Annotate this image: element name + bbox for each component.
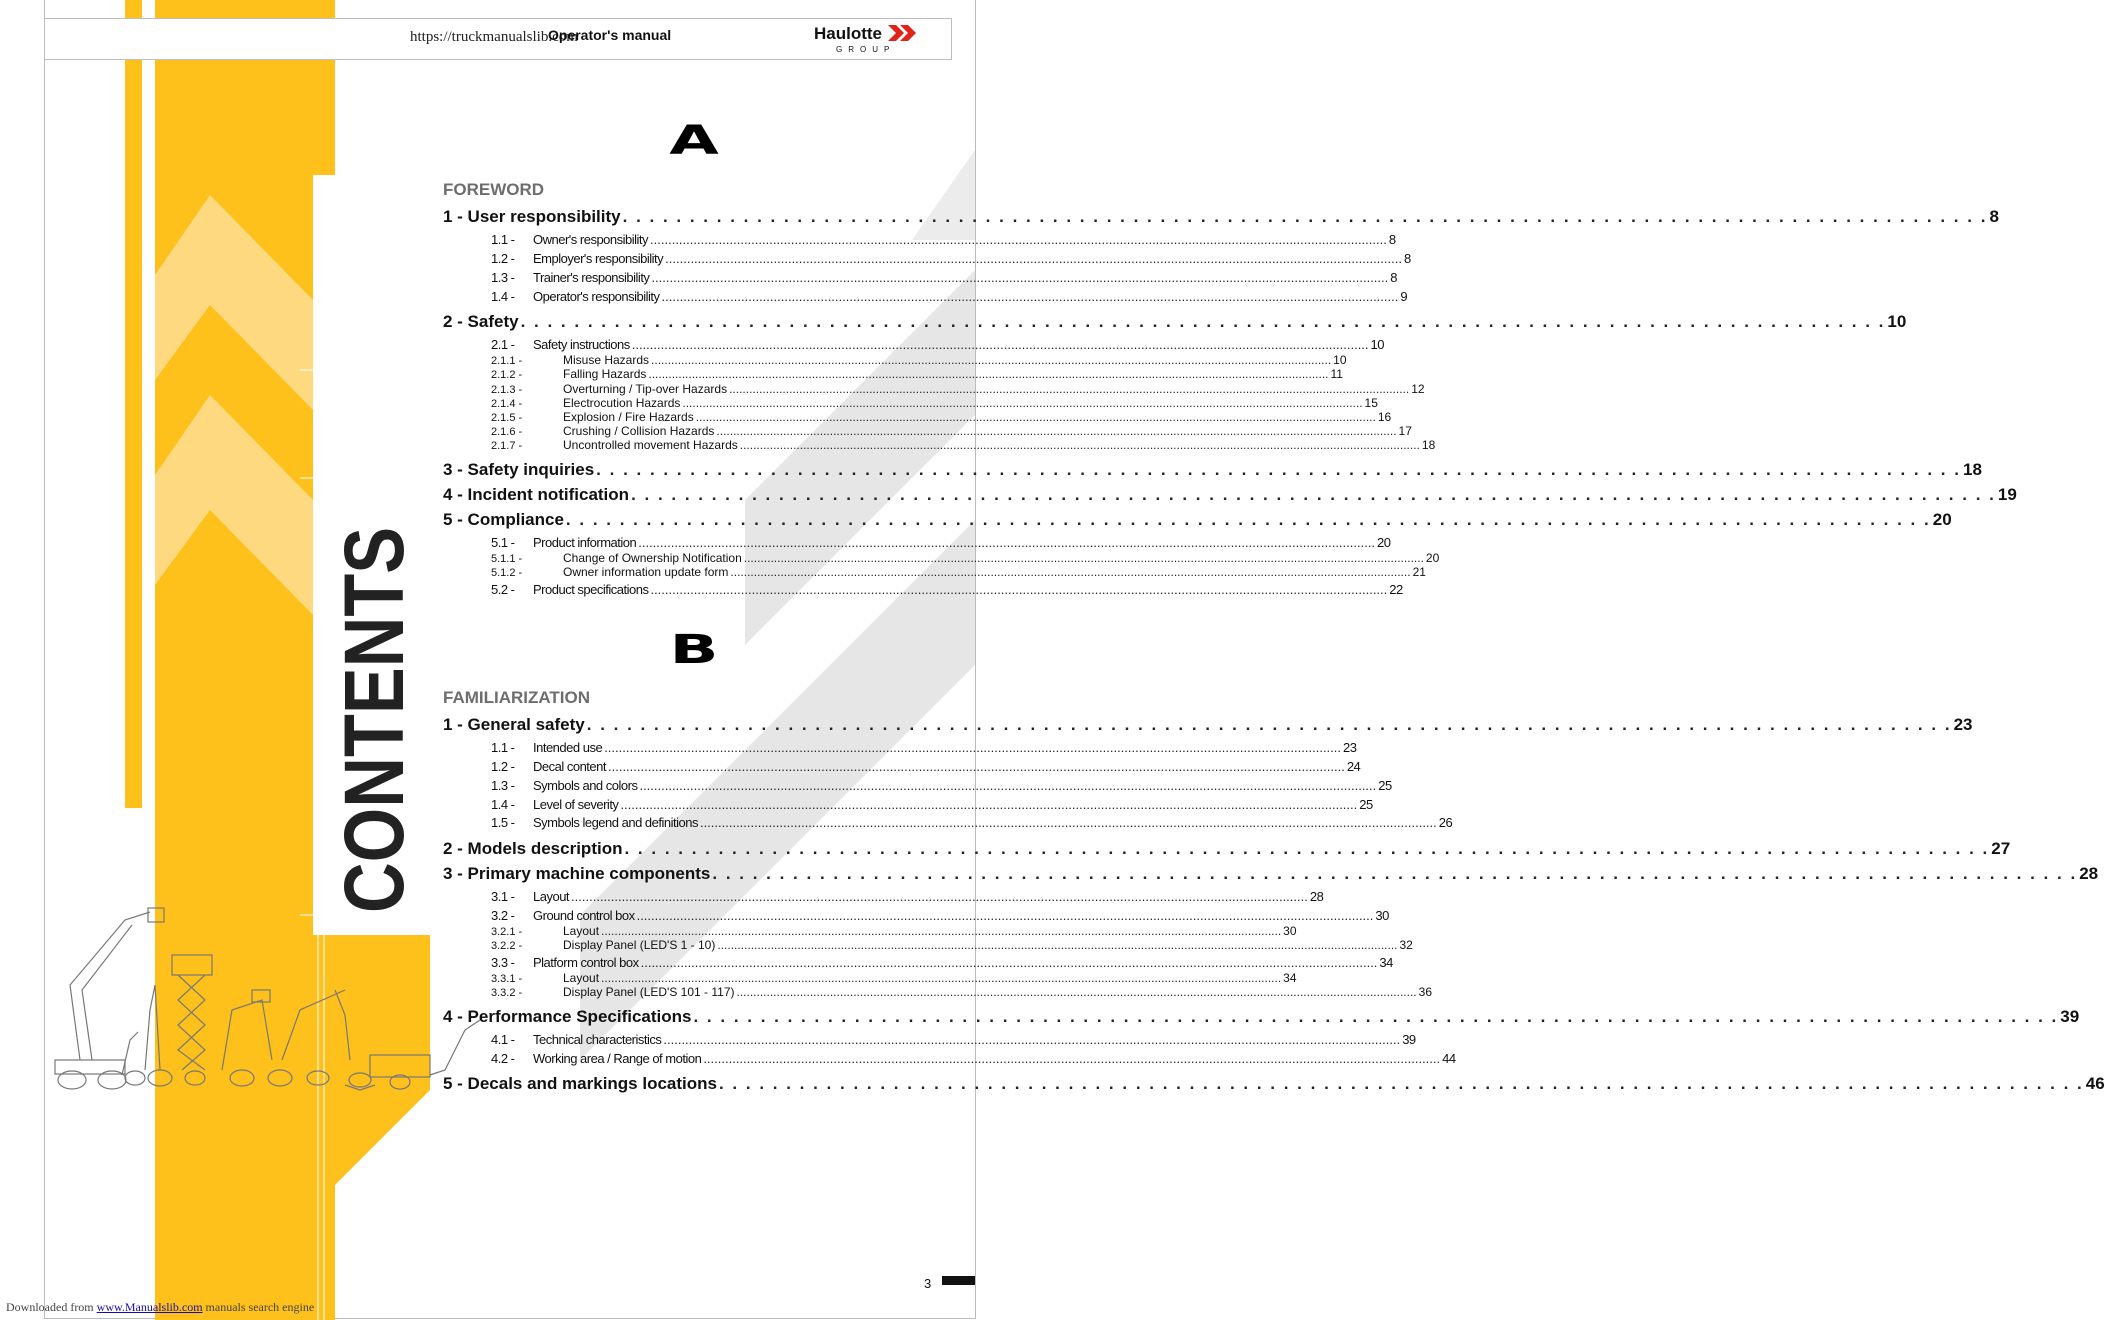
toc-entry-level3[interactable]	[491, 438, 1436, 452]
toc-entry-page: 44	[1442, 1051, 1456, 1066]
toc-entry-level3[interactable]	[491, 424, 1412, 438]
toc-entry-level2[interactable]	[491, 955, 1393, 970]
toc-dot-leader	[717, 938, 1397, 952]
toc-entry-level1[interactable]	[443, 312, 1907, 332]
toc-entry-label: Product specifications	[533, 582, 649, 597]
toc-dot-leader	[703, 1051, 1440, 1066]
manualslib-link[interactable]: www.Manualslib.com	[96, 1300, 203, 1314]
toc-dot-leader	[632, 337, 1369, 352]
toc-entry-page: 25	[1378, 778, 1392, 793]
toc-dot-leader	[744, 551, 1424, 565]
toc-entry-page: 17	[1398, 424, 1412, 438]
toc-entry-number: 3.2.1 -	[491, 926, 523, 938]
toc-entry-page: 36	[1418, 985, 1432, 999]
toc-dot-leader	[663, 1032, 1400, 1047]
toc-entry-label: Operator's responsibility	[533, 289, 660, 304]
toc-entry-number: 1.2 -	[491, 251, 515, 266]
toc-entry-page: 11	[1330, 367, 1343, 381]
toc-dot-leader	[665, 251, 1402, 266]
toc-entry-level3[interactable]	[491, 938, 1413, 952]
toc-entry-level3[interactable]	[491, 382, 1425, 396]
toc-entry-level2[interactable]	[491, 815, 1453, 830]
toc-dot-leader	[641, 955, 1378, 970]
toc-dot-leader	[650, 232, 1387, 247]
toc-entry-number: 5.1.1 -	[491, 553, 523, 565]
toc-entry-page: 24	[1346, 759, 1361, 774]
toc-entry-number: 1.5 -	[491, 815, 515, 830]
toc-entry-level1[interactable]	[443, 485, 2017, 505]
page-number: 3	[924, 1276, 932, 1291]
toc-entry-label: Symbols and colors	[533, 778, 638, 793]
logo-chevrons-icon	[888, 25, 922, 43]
toc-entry-level3[interactable]	[491, 410, 1392, 424]
toc-entry-page: 30	[1283, 924, 1297, 938]
toc-entry-number: 2.1.7 -	[491, 440, 523, 452]
toc-entry-label: Electrocution Hazards	[563, 396, 681, 410]
toc-entry-level2[interactable]	[491, 889, 1324, 904]
toc-entry-level1[interactable]	[443, 1074, 2105, 1094]
toc-entry-number: 3.3.2 -	[491, 987, 523, 999]
toc-dot-leader	[608, 759, 1345, 774]
toc-dot-leader	[601, 924, 1281, 938]
toc-entry-level2[interactable]	[491, 740, 1357, 755]
toc-entry-level2[interactable]	[491, 289, 1408, 304]
toc-entry-level1[interactable]	[443, 510, 1952, 530]
toc-entry-number: 2.1.2 -	[491, 369, 523, 381]
toc-entry-page: 28	[1309, 889, 1324, 904]
download-prefix: Downloaded from	[6, 1300, 94, 1314]
toc-entry-label: Display Panel (LED'S 101 - 117)	[563, 985, 735, 999]
toc-entry-page: 8	[1989, 207, 1999, 226]
toc-dot-leader	[623, 207, 1988, 227]
toc-entry-label: Falling Hazards	[563, 367, 647, 381]
toc-dot-leader	[624, 839, 1989, 859]
toc-entry-page: 22	[1389, 582, 1403, 597]
toc-entry-label: Level of severity	[533, 797, 619, 812]
toc-entry-label: 4 - Performance Specifications	[443, 1007, 692, 1026]
toc-entry-page: 23	[1953, 715, 1973, 734]
section-b-letter: B	[669, 627, 719, 673]
toc-entry-level3[interactable]	[491, 924, 1297, 938]
toc-entry-level2[interactable]	[491, 778, 1392, 793]
toc-entry-level3[interactable]	[491, 985, 1432, 999]
toc-entry-level2[interactable]	[491, 759, 1361, 774]
toc-entry-level2[interactable]	[491, 337, 1384, 352]
toc-entry-page: 16	[1377, 410, 1392, 424]
toc-entry-page: 39	[1402, 1032, 1416, 1047]
toc-entry-level3[interactable]	[491, 551, 1440, 565]
toc-entry-level1[interactable]	[443, 1007, 2080, 1027]
toc-dot-leader	[693, 1007, 2058, 1027]
toc-entry-number: 2.1.3 -	[491, 384, 523, 396]
toc-entry-page: 18	[1962, 460, 1982, 479]
toc-entry-label: Platform control box	[533, 955, 639, 970]
toc-entry-number: 1.3 -	[491, 270, 515, 285]
contents-vertical-title	[327, 451, 421, 915]
toc-dot-leader	[566, 510, 1931, 530]
toc-entry-label: 3 - Safety inquiries	[443, 460, 595, 479]
toc-entry-page: 15	[1364, 396, 1378, 410]
toc-entry-page: 39	[2060, 1007, 2080, 1026]
toc-entry-label: 5 - Compliance	[443, 510, 564, 529]
header-title: Operator's manual	[548, 27, 672, 43]
toc-entry-label: 3 - Primary machine components	[443, 864, 711, 883]
toc-entry-page: 32	[1399, 938, 1413, 952]
toc-dot-leader	[651, 270, 1388, 285]
toc-entry-level2[interactable]	[491, 535, 1391, 550]
toc-dot-leader	[637, 908, 1374, 923]
toc-entry-label: 1 - User responsibility	[443, 207, 621, 226]
toc-entry-label: 4 - Incident notification	[443, 485, 630, 504]
toc-entry-label: Display Panel (LED'S 1 - 10)	[563, 938, 716, 952]
toc-entry-label: Ground control box	[533, 908, 635, 923]
toc-entry-label: Trainer's responsibility	[533, 270, 650, 285]
download-suffix: manuals search engine	[205, 1300, 315, 1314]
toc-entry-page: 34	[1283, 971, 1297, 985]
toc-dot-leader	[729, 382, 1409, 396]
toc-entry-level3[interactable]	[491, 565, 1426, 579]
toc-entry-page: 23	[1343, 740, 1357, 755]
toc-entry-level2[interactable]	[491, 908, 1389, 923]
toc-entry-label: Working area / Range of motion	[533, 1051, 702, 1066]
brand-logo-group: GROUP	[836, 45, 896, 54]
toc-entry-label: Intended use	[533, 740, 603, 755]
toc-dot-leader	[740, 438, 1420, 452]
toc-entry-number: 1.4 -	[491, 797, 515, 812]
toc-entry-level2[interactable]	[491, 270, 1397, 285]
toc-dot-leader	[631, 485, 1996, 505]
toc-entry-level2[interactable]	[491, 1051, 1456, 1066]
toc-entry-level2[interactable]	[491, 797, 1373, 812]
toc-dot-leader	[620, 797, 1357, 812]
toc-entry-label: 2 - Safety	[443, 312, 519, 331]
toc-entry-page: 28	[2079, 864, 2099, 883]
section-a-title: FOREWORD	[443, 180, 545, 199]
toc-entry-number: 1.2 -	[491, 759, 515, 774]
toc-dot-leader	[682, 396, 1362, 410]
toc-dot-leader	[604, 740, 1341, 755]
toc-entry-label: Layout	[563, 971, 600, 985]
toc-dot-leader	[571, 889, 1308, 904]
toc-dot-leader	[712, 864, 2077, 884]
toc-entry-level1[interactable]	[443, 839, 2011, 859]
toc-entry-number: 2.1.6 -	[491, 426, 523, 438]
toc-entry-number: 5.2 -	[491, 582, 515, 597]
toc-dot-leader	[521, 312, 1886, 332]
toc-entry-number: 5.1 -	[491, 535, 515, 550]
svg-text:CONTENTS: CONTENTS	[327, 451, 421, 913]
toc-dot-leader	[650, 582, 1387, 597]
toc-entry-number: 3.3.1 -	[491, 973, 523, 985]
toc-dot-leader	[601, 971, 1281, 985]
download-footer	[6, 1300, 314, 1315]
toc-dot-leader	[638, 535, 1375, 550]
section-b-title: FAMILIARIZATION	[443, 688, 590, 707]
toc-entry-label: Misuse Hazards	[563, 353, 650, 367]
toc-entry-page: 30	[1375, 908, 1389, 923]
toc-entry-label: Technical characteristics	[533, 1032, 662, 1047]
toc-entry-page: 25	[1359, 797, 1373, 812]
toc-entry-number: 2.1 -	[491, 337, 515, 352]
toc-dot-leader	[651, 353, 1331, 367]
toc-entry-number: 3.2 -	[491, 908, 515, 923]
toc-entry-level2[interactable]	[491, 251, 1411, 266]
toc-entry-label: Safety instructions	[533, 337, 630, 352]
toc-entry-page: 20	[1425, 551, 1440, 565]
toc-entry-page: 27	[1991, 839, 2011, 858]
section-a-letter: A	[669, 118, 719, 164]
toc-entry-number: 1.1 -	[491, 232, 515, 247]
page-number-bar	[942, 1276, 975, 1285]
toc-entry-level2[interactable]	[491, 232, 1396, 247]
toc-entry-page: 9	[1400, 289, 1408, 304]
toc-entry-label: 1 - General safety	[443, 715, 585, 734]
toc-dot-leader	[596, 460, 1961, 480]
toc-entry-label: Change of Ownership Notification	[563, 551, 742, 565]
toc-dot-leader	[716, 424, 1396, 438]
toc-entry-page: 10	[1887, 312, 1907, 331]
toc-entry-number: 2.1.4 -	[491, 398, 523, 410]
toc-entry-label: Layout	[533, 889, 570, 904]
toc-entry-number: 2.1.1 -	[491, 355, 523, 367]
toc-entry-label: Decal content	[533, 759, 606, 774]
toc-entry-page: 20	[1377, 535, 1391, 550]
toc-entry-page: 21	[1412, 565, 1426, 579]
toc-entry-page: 46	[2085, 1074, 2105, 1093]
toc-entry-page: 18	[1421, 438, 1436, 452]
toc-entry-label: Crushing / Collision Hazards	[563, 424, 715, 438]
toc-entry-level3[interactable]	[491, 367, 1343, 381]
toc-entry-number: 4.2 -	[491, 1051, 515, 1066]
toc-entry-label: Uncontrolled movement Hazards	[563, 438, 738, 452]
brand-logo-text: Haulotte	[814, 24, 882, 43]
toc-entry-page: 10	[1370, 337, 1384, 352]
toc-entry-label: Employer's responsibility	[533, 251, 664, 266]
toc-entry-page: 20	[1932, 510, 1952, 529]
toc-dot-leader	[719, 1074, 2084, 1094]
toc-dot-leader	[587, 715, 1952, 735]
toc-entry-number: 4.1 -	[491, 1032, 515, 1047]
toc-entry-label: 2 - Models description	[443, 839, 623, 858]
toc-entry-page: 26	[1438, 815, 1453, 830]
toc-entry-level3[interactable]	[491, 971, 1297, 985]
toc-dot-leader	[662, 289, 1399, 304]
toc-entry-level1[interactable]	[443, 460, 1982, 480]
toc-entry-label: Product information	[533, 535, 637, 550]
toc-dot-leader	[696, 410, 1376, 424]
toc-entry-label: Overturning / Tip-over Hazards	[563, 382, 728, 396]
toc-entry-label: Layout	[563, 924, 600, 938]
toc-entry-level3[interactable]	[491, 353, 1347, 367]
toc-entry-number: 2.1.5 -	[491, 412, 523, 424]
toc-entry-level3[interactable]	[491, 396, 1378, 410]
toc-entry-page: 8	[1388, 232, 1396, 247]
toc-entry-label: Owner information update form	[563, 565, 729, 579]
toc-entry-number: 1.4 -	[491, 289, 515, 304]
header-watermark-url: https://truckmanualslib.com	[410, 29, 578, 45]
toc-entry-page: 8	[1403, 251, 1411, 266]
toc-entry-number: 3.1 -	[491, 889, 515, 904]
toc-entry-label: 5 - Decals and markings locations	[443, 1074, 717, 1093]
toc-entry-label: Explosion / Fire Hazards	[563, 410, 694, 424]
toc-entry-level2[interactable]	[491, 582, 1403, 597]
toc-entry-level1[interactable]	[443, 864, 2099, 884]
toc-dot-leader	[730, 565, 1410, 579]
toc-entry-page: 10	[1333, 353, 1347, 367]
toc-dot-leader	[648, 367, 1328, 381]
toc-entry-label: Owner's responsibility	[533, 232, 649, 247]
toc-entry-number: 3.3 -	[491, 955, 515, 970]
toc-entry-level1[interactable]	[443, 207, 1999, 227]
toc-entry-number: 1.1 -	[491, 740, 515, 755]
toc-entry-page: 12	[1411, 382, 1425, 396]
toc-entry-page: 8	[1390, 270, 1397, 285]
toc-entry-page: 34	[1379, 955, 1393, 970]
toc-entry-number: 5.1.2 -	[491, 567, 523, 579]
toc-dot-leader	[700, 815, 1437, 830]
toc-entry-page: 19	[1997, 485, 2017, 504]
toc-entry-label: Symbols legend and definitions	[533, 815, 698, 830]
toc-entry-level1[interactable]	[443, 715, 1973, 735]
toc-dot-leader	[737, 985, 1417, 999]
toc-entry-number: 1.3 -	[491, 778, 515, 793]
toc-entry-level2[interactable]	[491, 1032, 1416, 1047]
toc-entry-number: 3.2.2 -	[491, 940, 523, 952]
toc-dot-leader	[639, 778, 1376, 793]
